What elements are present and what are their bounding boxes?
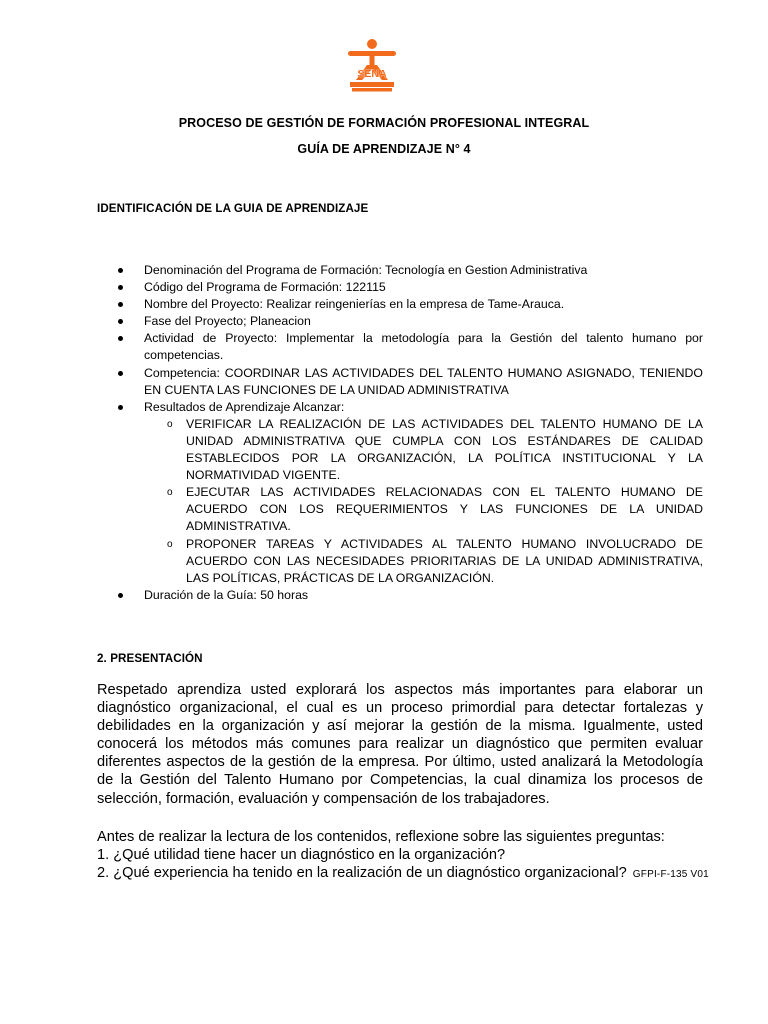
svg-text:SENA: SENA xyxy=(357,68,387,80)
identification-heading: IDENTIFICACIÓN DE LA GUIA DE APRENDIZAJE xyxy=(97,202,369,215)
question-2: 2. ¿Qué experiencia ha tenido en la realización de un diagnóstico organizacional? xyxy=(97,865,627,882)
learning-results-item xyxy=(97,399,703,587)
sena-logo xyxy=(342,38,402,96)
list-item: Duración de la Guía: 50 horas xyxy=(97,587,703,604)
presentation-paragraph: Respetado aprendiza usted explorará los aspectos más importantes para elaborar un diagnóstico organizacional, el cual es un proceso primordial para detectar fortalezas y debilidades en la organización y así mejorar la gestión de la misma. Igualmente, usted conocerá los métodos más comunes para realizar un diagnóstico que permiten evaluar diferentes aspectos de la gestión de la empresa. Por último, usted analizará la Metodología de la Gestión del Talento Humano por Competencias, la cual dinamiza los procesos de selección, formación, evaluación y compensación de los trabajadores. xyxy=(97,682,703,807)
guide-number: GUÍA DE APRENDIZAJE N° 4 xyxy=(297,142,471,156)
document-title: PROCESO DE GESTIÓN DE FORMACIÓN PROFESIONAL INTEGRAL xyxy=(178,116,590,130)
question-2-line xyxy=(97,864,717,884)
learning-results-label: Resultados de Aprendizaje Alcanzar: xyxy=(144,399,345,414)
learning-results-list xyxy=(144,416,703,587)
sub-list-item: o EJECUTAR LAS ACTIVIDADES RELACIONADAS CON EL TALENTO HUMANO DE ACUERDO CON LOS REQUERIMIENTOS Y LAS FUNCIONES DE LA UNIDAD ADMINISTRATIVA. xyxy=(144,484,703,535)
list-item: Actividad de Proyecto: Implementar la metodología para la Gestión del talento humano por competencias. xyxy=(97,330,703,364)
sub-list-item: o VERIFICAR LA REALIZACIÓN DE LAS ACTIVIDADES DEL TALENTO HUMANO DE LA UNIDAD ADMINISTRATIVA QUE CUMPLA CON LOS ESTÁNDARES DE CALIDAD ESTABLECIDOS POR LA ORGANIZACIÓN, LA POLÍTICA INSTITUCIONAL Y LA NORMATIVIDAD VIGENTE. xyxy=(144,416,703,484)
question-1: 1. ¿Qué utilidad tiene hacer un diagnóstico en la organización? xyxy=(97,847,506,864)
questions-intro: Antes de realizar la lectura de los contenidos, reflexione sobre las siguientes preguntas: xyxy=(97,829,665,845)
identification-list xyxy=(97,262,703,604)
list-item: Código del Programa de Formación: 122115 xyxy=(97,279,703,296)
list-item: Denominación del Programa de Formación: Tecnología en Gestion Administrativa xyxy=(97,262,703,279)
reflection-questions xyxy=(97,828,717,884)
presentation-heading: 2. PRESENTACIÓN xyxy=(97,652,203,665)
list-item: Fase del Proyecto; Planeacion xyxy=(97,313,703,330)
list-item: Nombre del Proyecto: Realizar reingenierías en la empresa de Tame-Arauca. xyxy=(97,296,703,313)
sub-list-item: o PROPONER TAREAS Y ACTIVIDADES AL TALENTO HUMANO INVOLUCRADO DE ACUERDO CON LAS NECESIDADES PRIORITARIAS DE LA UNIDAD ADMINISTRATIVA, LAS POLÍTICAS, PRÁCTICAS DE LA ORGANIZACIÓN. xyxy=(144,536,703,587)
form-code: GFPI-F-135 V01 xyxy=(632,869,709,881)
list-item: Competencia: COORDINAR LAS ACTIVIDADES DEL TALENTO HUMANO ASIGNADO, TENIENDO EN CUENTA LAS FUNCIONES DE LA UNIDAD ADMINISTRATIVA xyxy=(97,365,703,399)
